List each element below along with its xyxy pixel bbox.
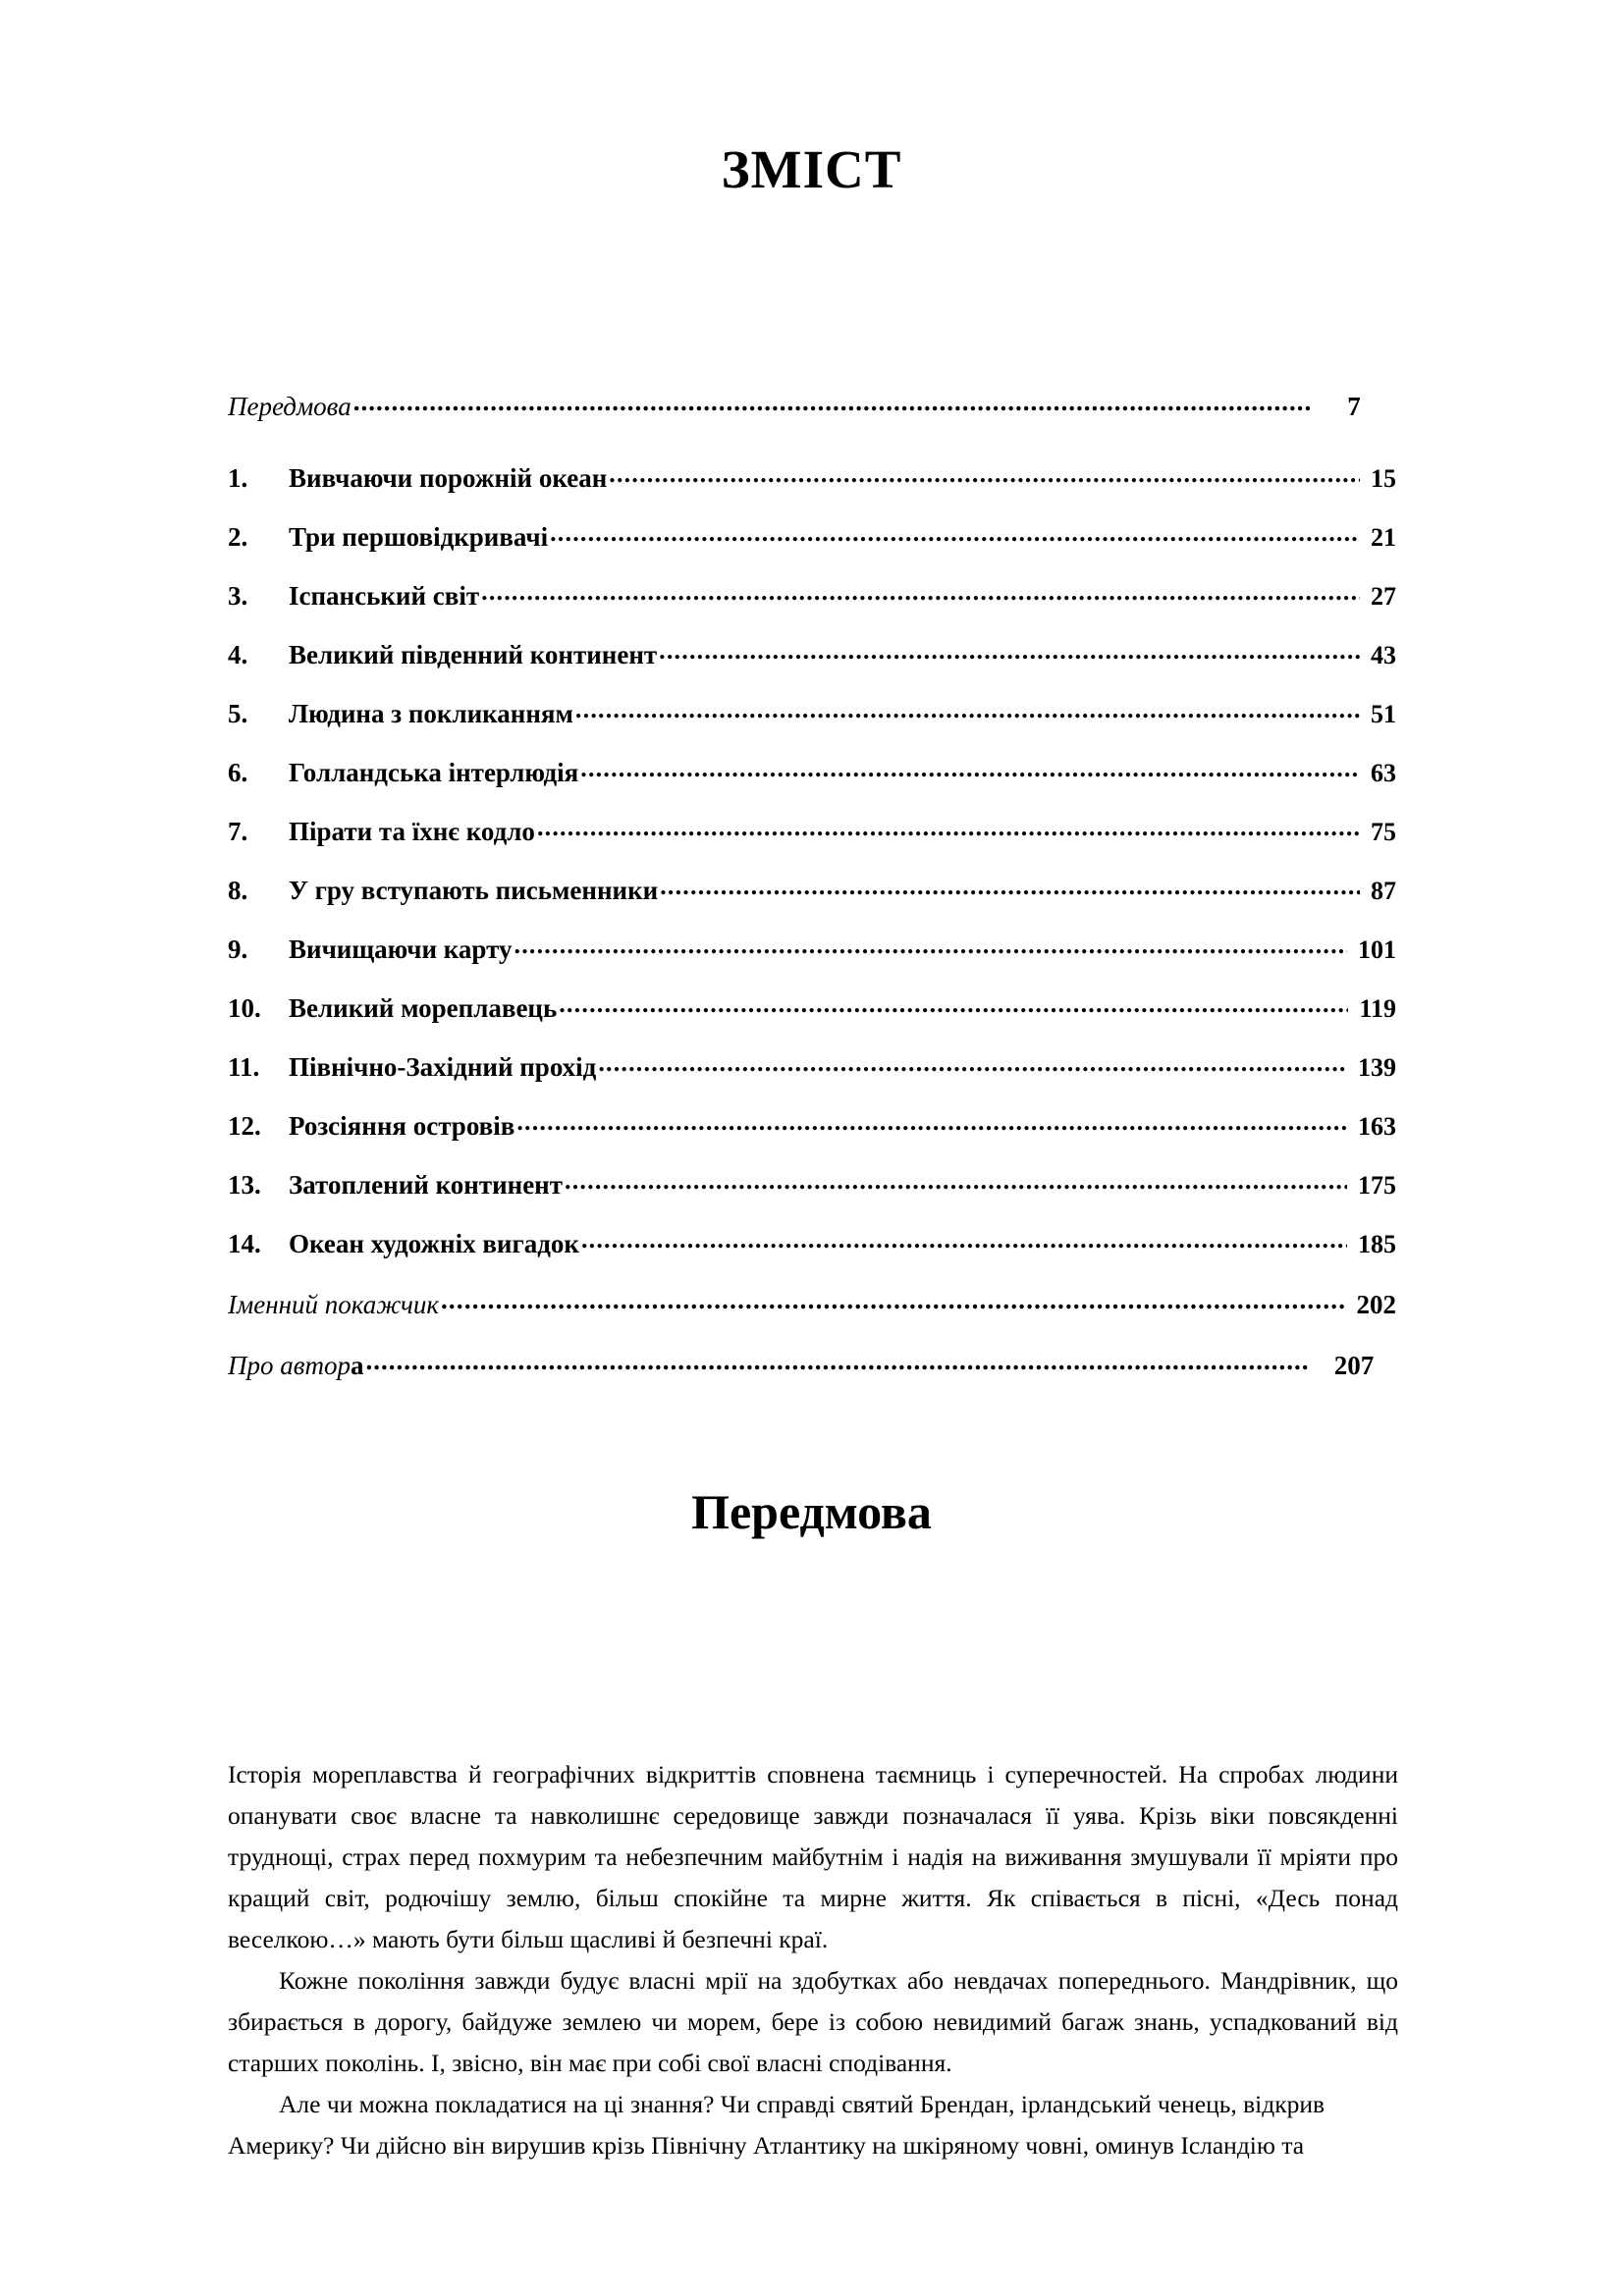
toc-entry-page-number: 7 [1347, 392, 1361, 421]
dot-leader [514, 933, 1348, 958]
toc-entry-chapter-12[interactable] [228, 1109, 1396, 1140]
paragraph: Історія мореплавства й географічних відкриттів сповнена таємниць і суперечностей. На спробах людини опанувати своє власне та навколишнє середовище завжди позначалася її уява. Крізь віки повсякденні труднощі, страх перед похмурим та небезпечним майбутнім і надія на виживання змушували її мріяти про кращий світ, родючішу землю, більш спокійне та мирне життя. Як співається в пісні, «Десь понад веселкою…» мають бути більш щасливі й безпечні краї. [228, 1760, 1398, 1953]
toc-entry-page-number: 15 [1371, 464, 1396, 493]
dot-leader [580, 756, 1360, 781]
toc-entry-page-number: 202 [1356, 1290, 1396, 1319]
dot-leader [609, 461, 1360, 487]
paragraph: Кожне покоління завжди будує власні мрії на здобутках або невдачах попереднього. Мандрівник, що збирається в дорогу, байдуже землею чи морем, бере із собою невидимий багаж знань, успадкований від старших поколінь. І, звісно, він має при собі свої власні сподівання. [228, 1966, 1398, 2077]
toc-entry-label: Про автор [228, 1351, 351, 1380]
toc-entry-page-number: 43 [1371, 641, 1396, 669]
toc-entry-chapter-2[interactable] [228, 520, 1396, 551]
toc-entry-front-matter[interactable] [228, 389, 1396, 420]
toc-entry-label: Людина з покликанням [289, 699, 573, 728]
toc-entry-page-number: 175 [1358, 1171, 1396, 1200]
toc-entry-chapter-4[interactable] [228, 638, 1396, 668]
toc-entry-page-number: 75 [1371, 818, 1396, 846]
toc-entry-label: Іменний покажчик [228, 1290, 439, 1319]
toc-entry-chapter-11[interactable] [228, 1050, 1396, 1081]
toc-entry-page-number: 207 [1333, 1351, 1375, 1380]
toc-entry-index[interactable] [228, 1287, 1396, 1318]
toc-entry-chapter-1[interactable] [228, 461, 1396, 492]
toc-entry-label: У гру вступають письменники [289, 876, 659, 905]
toc-entry-chapter-14[interactable] [228, 1227, 1396, 1257]
toc-entry-page-number: 185 [1358, 1230, 1396, 1258]
toc-entry-number: 3. [228, 581, 248, 611]
dot-leader [481, 579, 1360, 605]
toc-entry-label: Великий південний континент [289, 640, 658, 669]
dot-leader [559, 991, 1348, 1017]
dot-leader [659, 638, 1360, 664]
dot-leader [353, 389, 1310, 415]
toc-entry-label: Океан художніх вигадок [289, 1229, 579, 1258]
toc-entry-label: Вичищаючи карту [289, 934, 513, 964]
dot-leader [537, 815, 1360, 840]
toc-entry-chapter-8[interactable] [228, 874, 1396, 904]
toc-entry-chapter-7[interactable] [228, 815, 1396, 845]
paragraph: Але чи можна покладатися на ці знання? Чи справді святий Брендан, ірландський ченець, відкрив Америку? Чи дійсно він вирушив крізь Північну Атлантику на шкіряному човні, оминув Ісландію та [228, 2090, 1325, 2160]
toc-entry-label: Три першовідкривачі [289, 522, 549, 552]
page-title: ЗМІСТ [721, 139, 902, 199]
toc-entry-label: Вивчаючи порожній океан [289, 463, 608, 493]
dot-leader [660, 874, 1360, 899]
toc-entry-chapter-6[interactable] [228, 756, 1396, 786]
toc-entry-page-number: 163 [1358, 1112, 1396, 1141]
toc-entry-label: Великий мореплавець [289, 993, 558, 1023]
toc-entry-chapter-13[interactable] [228, 1168, 1396, 1199]
toc-entry-chapter-9[interactable] [228, 933, 1396, 963]
dot-leader [598, 1050, 1347, 1076]
toc-entry-page-number: 27 [1371, 582, 1396, 611]
toc-entry-number: 1. [228, 463, 248, 493]
dot-leader [565, 1168, 1347, 1194]
dot-leader [441, 1287, 1346, 1313]
toc-entry-number: 12. [228, 1111, 261, 1141]
toc-entry-page-number: 101 [1358, 935, 1396, 964]
table-of-contents [228, 389, 1396, 1379]
toc-entry-label: Голландська інтерлюдія [289, 758, 579, 787]
toc-entry-chapter-3[interactable] [228, 579, 1396, 610]
toc-entry-label: Розсіяння островів [289, 1111, 515, 1141]
dot-leader [575, 697, 1360, 722]
toc-entry-number: 5. [228, 699, 248, 728]
toc-entry-page-number: 87 [1371, 877, 1396, 905]
dot-leader [516, 1109, 1347, 1135]
toc-entry-number: 7. [228, 817, 248, 846]
toc-entry-number: 14. [228, 1229, 261, 1258]
toc-entry-number: 10. [228, 993, 261, 1023]
dot-leader [550, 520, 1360, 546]
toc-entry-number: 2. [228, 522, 248, 552]
toc-entry-page-number: 63 [1371, 759, 1396, 787]
toc-entry-about-author[interactable] [228, 1348, 1396, 1379]
toc-entry-number: 13. [228, 1170, 261, 1200]
toc-entry-number: 4. [228, 640, 248, 669]
toc-entry-label: Пірати та їхнє кодло [289, 817, 535, 846]
toc-entry-chapter-10[interactable] [228, 991, 1396, 1022]
toc-entry-label-tail: а [350, 1351, 364, 1380]
preface-heading: Передмова [691, 1484, 932, 1539]
toc-entry-page-number: 119 [1359, 994, 1396, 1023]
toc-entry-number: 6. [228, 758, 248, 787]
toc-entry-label: Передмова [228, 392, 352, 421]
toc-entry-label: Північно-Західний прохід [289, 1052, 597, 1082]
toc-entry-label: Затоплений континент [289, 1170, 564, 1200]
toc-entry-number: 9. [228, 934, 248, 964]
preface-body [228, 1754, 1398, 2166]
dot-leader [581, 1227, 1347, 1253]
toc-entry-chapter-5[interactable] [228, 697, 1396, 727]
toc-entry-page-number: 21 [1371, 523, 1396, 552]
toc-entry-number: 11. [228, 1052, 260, 1082]
toc-entry-number: 8. [228, 876, 248, 905]
dot-leader [365, 1348, 1310, 1374]
toc-entry-page-number: 139 [1358, 1053, 1396, 1082]
toc-entry-page-number: 51 [1371, 700, 1396, 728]
toc-entry-label: Іспанський світ [289, 581, 480, 611]
